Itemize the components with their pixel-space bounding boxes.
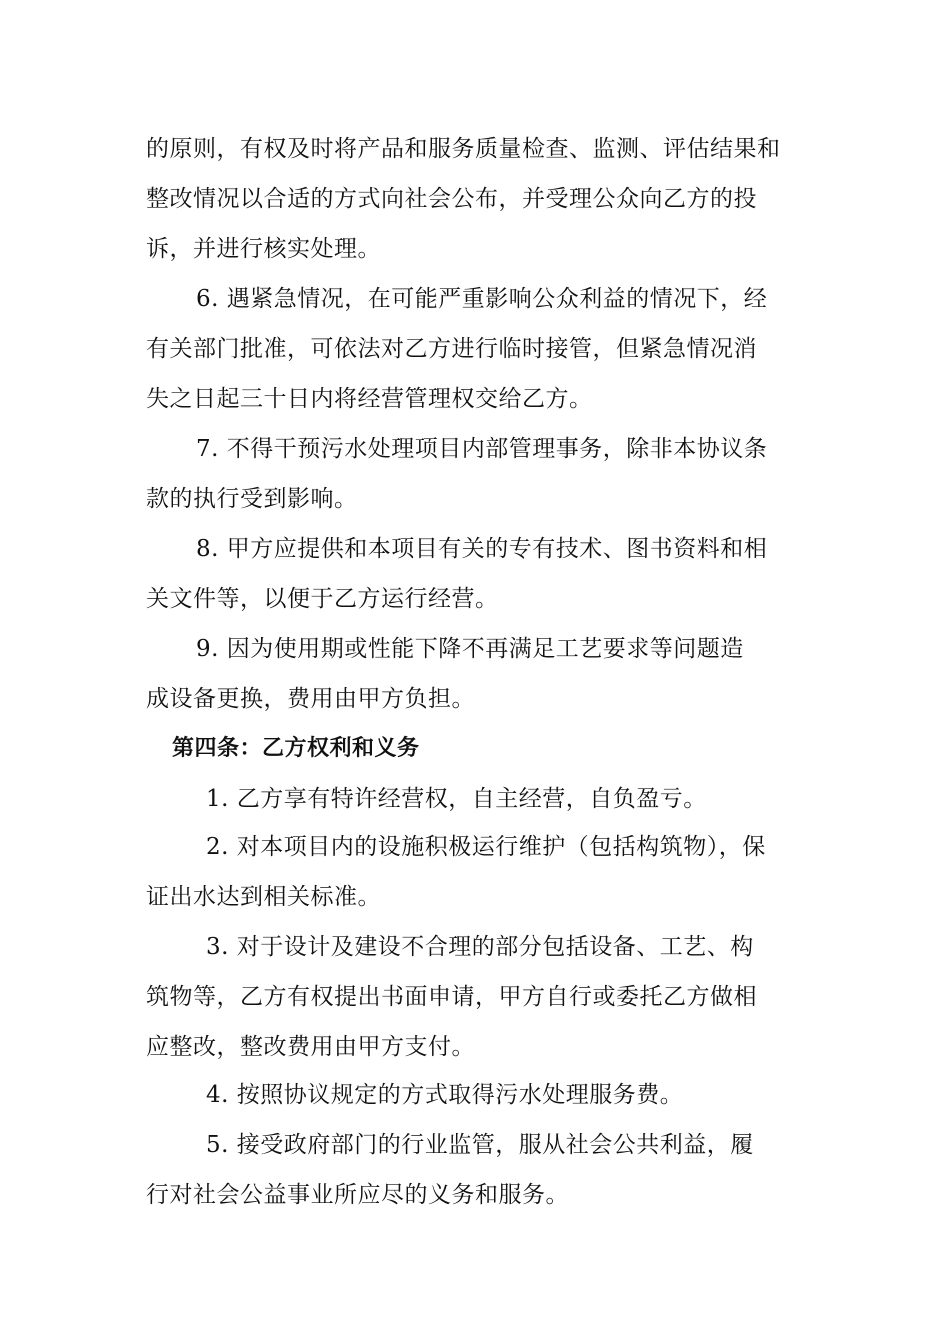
paragraph-line: 4. 按照协议规定的方式取得污水处理服务费。 <box>206 1082 684 1108</box>
paragraph-line: 3. 对于设计及建设不合理的部分包括设备、工艺、构 <box>206 934 754 960</box>
paragraph-line: 诉，并进行核实处理。 <box>146 236 381 262</box>
paragraph-line: 1. 乙方享有特许经营权，自主经营，自负盈亏。 <box>206 786 707 812</box>
paragraph-line: 有关部门批准，可依法对乙方进行临时接管，但紧急情况消 <box>146 336 757 362</box>
paragraph-line: 整改情况以合适的方式向社会公布，并受理公众向乙方的投 <box>146 186 757 212</box>
paragraph-line: 证出水达到相关标准。 <box>146 884 381 910</box>
paragraph-line: 筑物等，乙方有权提出书面申请，甲方自行或委托乙方做相 <box>146 984 757 1010</box>
paragraph-line: 9. 因为使用期或性能下降不再满足工艺要求等问题造 <box>196 636 744 662</box>
paragraph-line: 应整改，整改费用由甲方支付。 <box>146 1034 475 1060</box>
paragraph-line: 行对社会公益事业所应尽的义务和服务。 <box>146 1182 569 1208</box>
paragraph-line: 成设备更换，费用由甲方负担。 <box>146 686 475 712</box>
paragraph-line: 6. 遇紧急情况，在可能严重影响公众利益的情况下，经 <box>196 286 768 312</box>
paragraph-line: 款的执行受到影响。 <box>146 486 358 512</box>
paragraph-line: 7. 不得干预污水处理项目内部管理事务，除非本协议条 <box>196 436 768 462</box>
paragraph-line: 8. 甲方应提供和本项目有关的专有技术、图书资料和相 <box>196 536 768 562</box>
paragraph-line: 2. 对本项目内的设施积极运行维护（包括构筑物），保 <box>206 834 766 860</box>
section-heading: 第四条：乙方权利和义务 <box>172 736 420 761</box>
paragraph-line: 关文件等，以便于乙方运行经营。 <box>146 586 499 612</box>
paragraph-line: 的原则，有权及时将产品和服务质量检查、监测、评估结果和 <box>146 136 781 162</box>
paragraph-line: 失之日起三十日内将经营管理权交给乙方。 <box>146 386 593 412</box>
paragraph-line: 5. 接受政府部门的行业监管，服从社会公共利益，履 <box>206 1132 754 1158</box>
